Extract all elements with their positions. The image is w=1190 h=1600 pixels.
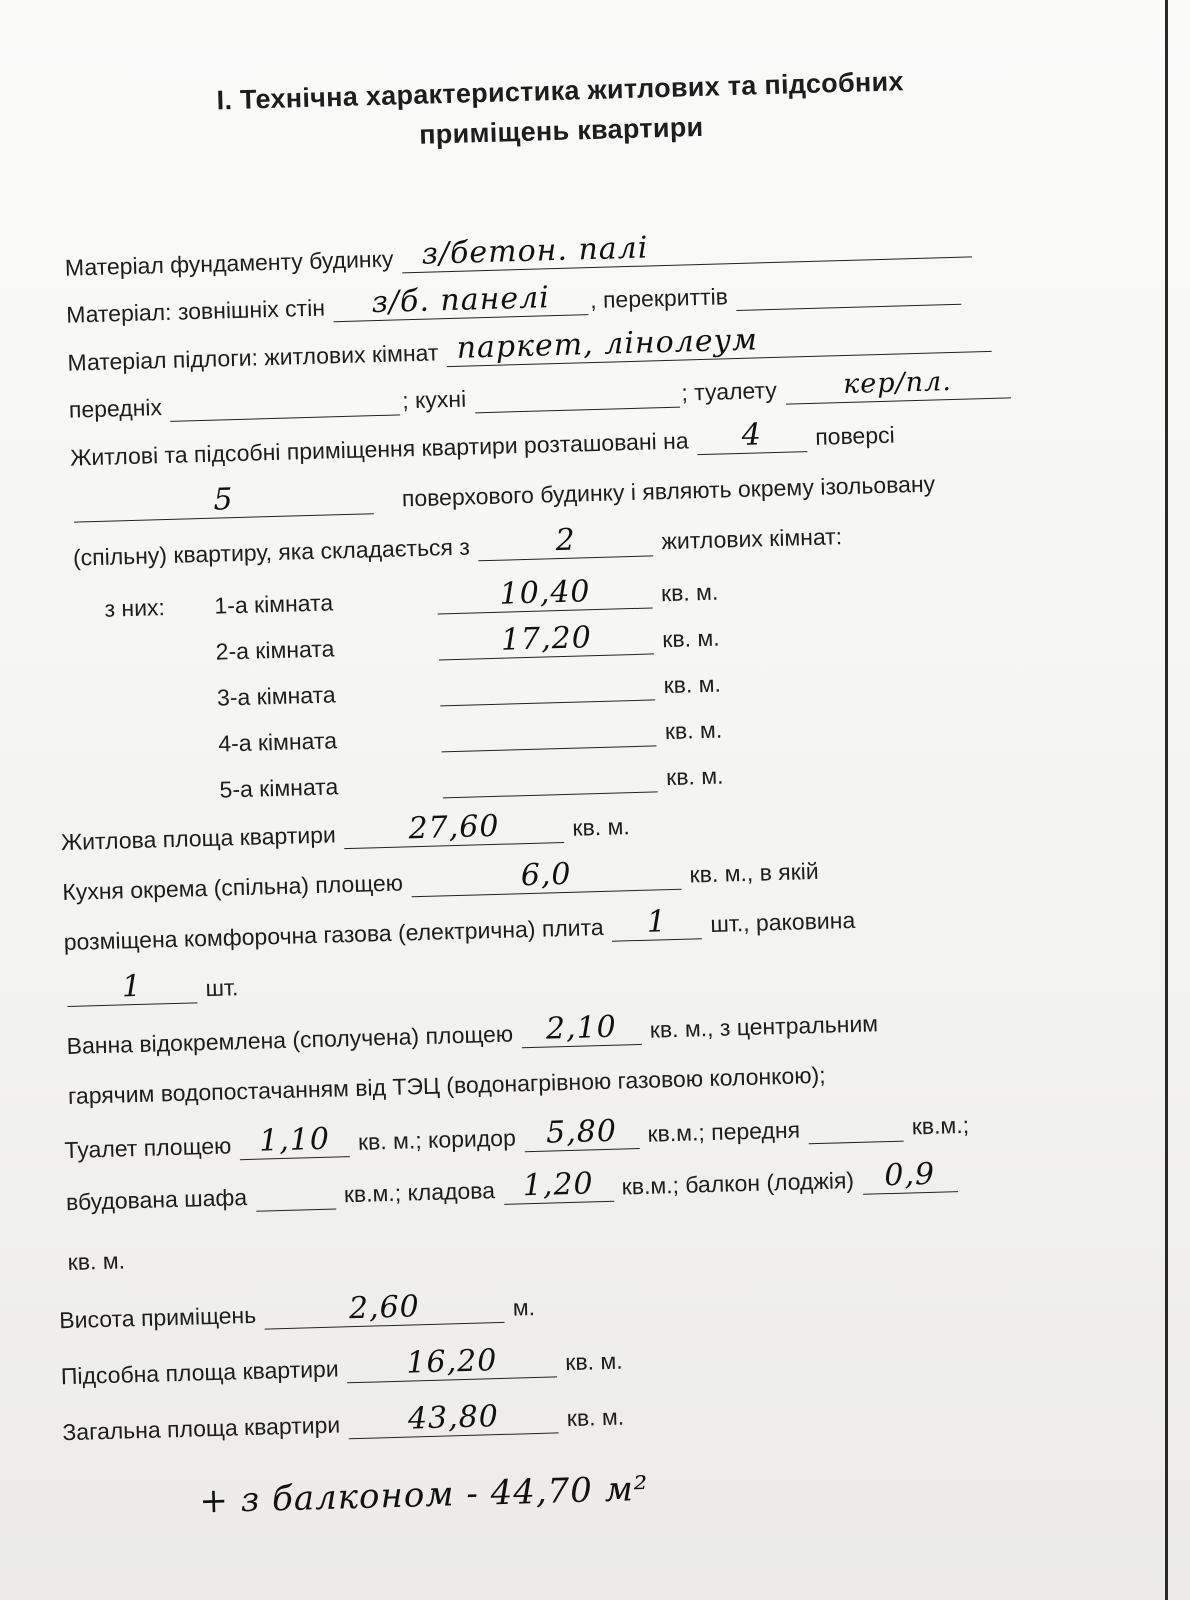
rooms-prefix: з них: xyxy=(104,594,166,622)
room-field-4 xyxy=(441,717,657,752)
room-unit-2: кв. м. xyxy=(661,624,720,653)
stove-field xyxy=(612,904,703,942)
support-area-row xyxy=(60,1343,623,1392)
stove-suffix: шт., раковина xyxy=(709,906,856,937)
walls-value: з/б. панелі xyxy=(371,280,551,321)
stove-label: розміщена комфорочна газова (електрична) плита xyxy=(63,913,604,956)
height-row xyxy=(58,1289,536,1335)
title-line-1: І. Технічна характеристика житлових та підсобних xyxy=(216,66,905,116)
toilet-area-field xyxy=(239,1121,350,1160)
balcony-unit: кв. м. xyxy=(67,1247,126,1276)
sink-field xyxy=(67,968,198,1007)
foundation-label: Матеріал фундаменту будинку xyxy=(64,245,394,281)
foundation-field xyxy=(401,228,972,273)
total-area-label: Загальна площа квартири xyxy=(62,1411,341,1446)
rooms-count-value: 2 xyxy=(555,522,577,559)
wardrobe-field xyxy=(255,1181,336,1212)
walls-field xyxy=(333,280,589,322)
living-area-field xyxy=(344,808,565,849)
kitchen-material-value xyxy=(475,405,680,411)
form-title xyxy=(120,59,1002,164)
location-row-2 xyxy=(71,469,935,523)
support-area-field xyxy=(347,1343,558,1383)
stove-value: 1 xyxy=(646,904,668,940)
living-area-label: Житлова площа квартири xyxy=(60,821,337,856)
kitchen-field xyxy=(411,856,682,898)
living-area-value: 27,60 xyxy=(408,808,500,847)
support-area-value: 16,20 xyxy=(405,1343,498,1381)
kitchen-material-field xyxy=(474,379,680,414)
building-floors-field xyxy=(73,482,374,522)
room-unit-1: кв. м. xyxy=(660,578,719,607)
room-value-5 xyxy=(443,789,658,795)
storage-field xyxy=(503,1166,614,1205)
room-label-3: 3-а кімната xyxy=(216,681,336,711)
room-value-1: 10,40 xyxy=(499,574,591,612)
wardrobe-storage-row xyxy=(65,1156,960,1217)
toilet-area-value: 1,10 xyxy=(258,1121,331,1159)
room-row-2 xyxy=(215,620,720,667)
kitchen-value: 6,0 xyxy=(520,856,572,894)
rooms-materials-row xyxy=(68,368,1012,424)
living-area-row xyxy=(60,808,631,857)
floor-field xyxy=(446,323,992,367)
bath-water-row: гарячим водопостачанням від ТЭЦ (водонагрівною газовою колонкою); xyxy=(67,1061,826,1109)
living-area-unit: кв. м. xyxy=(572,813,631,841)
ceilings-field xyxy=(736,276,962,311)
room-label-5: 5-а кімната xyxy=(219,773,339,803)
location-row-1 xyxy=(69,417,895,473)
bath-label: Ванна відокремлена (сполучена) площею xyxy=(66,1020,514,1059)
floor-number-value: 4 xyxy=(741,417,763,453)
support-area-label: Підсобна площа квартири xyxy=(60,1355,339,1390)
room-label-1: 1-а кімната xyxy=(214,589,334,619)
wardrobe-value xyxy=(256,1207,336,1209)
floor-value: паркет, лінолеум xyxy=(456,322,759,366)
foundation-value: з/бетон. палі xyxy=(421,230,649,272)
room-field-3 xyxy=(440,671,656,706)
kitchen-suffix: кв. м., в якій xyxy=(689,857,820,888)
room-field-1 xyxy=(437,574,653,614)
bath-field xyxy=(521,1009,642,1048)
toilet-area-unit: кв. м.; коридор xyxy=(357,1124,517,1155)
total-area-unit: кв. м. xyxy=(566,1403,625,1432)
bath-value: 2,10 xyxy=(545,1009,618,1047)
ceilings-value xyxy=(737,302,962,308)
location-row-3 xyxy=(73,521,843,572)
hallway-field xyxy=(170,386,401,421)
kitchen-row xyxy=(62,856,819,907)
room-row-1 xyxy=(214,574,719,621)
location-text-3: (спільну) квартиру, яка складається з xyxy=(72,533,471,571)
corridor-value: 5,80 xyxy=(545,1113,618,1151)
foundation-row xyxy=(65,227,974,282)
location-text-1: Житлові та підсобні приміщення квартири розташовані на xyxy=(69,427,689,471)
room-row-3 xyxy=(217,669,722,713)
room-field-2 xyxy=(439,620,655,660)
room-unit-5: кв. м. xyxy=(665,762,724,791)
ceilings-label: , перекриттів xyxy=(589,283,729,314)
location-suffix-3: житлових кімнат: xyxy=(661,523,843,555)
floor-suffix: поверсі xyxy=(814,421,895,450)
height-field xyxy=(264,1289,505,1330)
height-value: 2,60 xyxy=(348,1289,421,1327)
title-line-2: приміщень квартири xyxy=(418,111,704,150)
balcony-value: 0,9 xyxy=(883,1156,936,1194)
kitchen-label: Кухня окрема (спільна) площею xyxy=(61,869,404,906)
building-floors-value: 5 xyxy=(212,482,235,518)
kitchen-material-label: ; кухні xyxy=(401,385,467,414)
balcony-field xyxy=(862,1156,958,1195)
walls-label: Матеріал: зовнішніх стін xyxy=(65,294,326,328)
bath-row xyxy=(66,1008,878,1061)
storage-value: 1,20 xyxy=(522,1166,595,1204)
toilet-corridor-row xyxy=(64,1110,969,1165)
walls-row xyxy=(66,275,964,330)
hall-field xyxy=(808,1113,904,1145)
height-unit: м. xyxy=(512,1294,536,1321)
toilet-material-value: кер/пл. xyxy=(842,366,953,401)
sink-value: 1 xyxy=(121,968,143,1005)
total-area-value: 43,80 xyxy=(407,1399,500,1437)
bath-suffix: кв. м., з центральним xyxy=(649,1010,879,1043)
corridor-unit: кв.м.; передня xyxy=(647,1116,801,1147)
wardrobe-unit: кв.м.; кладова xyxy=(343,1177,496,1208)
corridor-field xyxy=(524,1113,640,1152)
room-label-4: 4-а кімната xyxy=(217,727,338,757)
room-field-5 xyxy=(442,763,658,798)
handwritten-note: + з балконом - 44,70 м² xyxy=(198,1468,650,1522)
room-value-4 xyxy=(442,743,657,749)
toilet-material-field xyxy=(785,366,1011,404)
stove-row xyxy=(63,905,855,957)
toilet-material-label: ; туалету xyxy=(681,376,778,406)
room-unit-4: кв. м. xyxy=(664,716,723,745)
sink-row xyxy=(65,968,239,1007)
floor-number-field xyxy=(697,417,808,455)
toilet-area-label: Туалет площею xyxy=(64,1132,232,1164)
room-value-3 xyxy=(441,697,656,703)
hallway-label: передніх xyxy=(68,394,163,423)
total-area-row xyxy=(62,1399,625,1448)
wardrobe-label: вбудована шафа xyxy=(65,1184,248,1216)
storage-unit: кв.м.; балкон (лоджія) xyxy=(621,1167,855,1200)
room-row-5 xyxy=(219,761,724,805)
room-unit-3: кв. м. xyxy=(663,670,722,699)
height-label: Висота приміщень xyxy=(58,1301,257,1334)
hall-value xyxy=(809,1139,904,1142)
hall-unit: кв.м.; xyxy=(911,1111,970,1140)
room-label-2: 2-а кімната xyxy=(215,635,335,665)
room-value-2: 17,20 xyxy=(500,620,593,658)
sink-suffix: шт. xyxy=(205,974,239,1002)
floor-label: Матеріал підлоги: житлових кімнат xyxy=(67,339,439,376)
room-row-4 xyxy=(218,715,723,759)
hallway-value xyxy=(171,412,401,418)
support-area-unit: кв. м. xyxy=(564,1347,623,1376)
total-area-field xyxy=(348,1399,559,1439)
rooms-count-field xyxy=(478,522,654,561)
location-text-2: поверхового будинку і являють окрему ізольовану xyxy=(401,470,936,512)
